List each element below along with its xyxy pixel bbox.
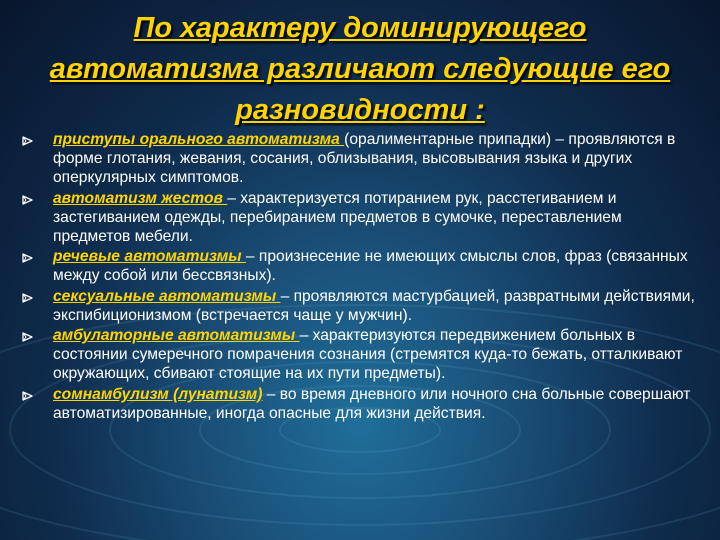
arrow-bullet-icon bbox=[22, 136, 33, 146]
item-term: сомнамбулизм (лунатизм) bbox=[53, 385, 263, 403]
list-item bbox=[22, 247, 702, 285]
list-item bbox=[22, 385, 702, 423]
item-text: – во время дневного или ночного сна больные совершают автоматизированные, иногда опасные для жизни действия. bbox=[53, 385, 691, 422]
item-text: – характеризуются передвижением больных в состоянии сумеречного помрачения сознания (стремятся куда-то бежать, отталкивают окружающих, сбивают стоящие на их пути предметы). bbox=[53, 327, 683, 383]
list-item bbox=[22, 287, 702, 325]
item-term: сексуальные автоматизмы bbox=[53, 287, 281, 305]
list-item bbox=[22, 130, 702, 188]
item-text: – проявляются мастурбацией, развратными действиями, экспибиционизмом (встречается чаще у мужчин). bbox=[53, 287, 695, 324]
item-term: автоматизм жестов bbox=[53, 189, 228, 207]
list-item bbox=[22, 189, 702, 247]
arrow-bullet-icon bbox=[22, 195, 33, 205]
item-text: – характеризуется потиранием рук, расстегиванием и застегиванием одежды, перебиранием предметов в сумочке, переставлением предметов мебели. bbox=[53, 189, 622, 246]
arrow-bullet-icon bbox=[22, 332, 33, 342]
item-term: приступы орального автоматизма bbox=[53, 131, 345, 148]
bullet-list bbox=[22, 130, 702, 423]
arrow-bullet-icon bbox=[22, 391, 33, 401]
item-text: (оралиментарные припадки) – проявляются в форме глотания, жевания, сосания, облизывания, высовывания языка и других оперкулярных симптомов. bbox=[53, 131, 676, 187]
item-text: – произнесение не имеющих смыслы слов, фраз (связанных между собой или бессвязных). bbox=[53, 248, 688, 285]
item-term: речевые автоматизмы bbox=[53, 248, 246, 266]
slide-title: По характеру доминирующего автоматизма различают следующие его разновидности : bbox=[49, 12, 671, 126]
item-term: амбулаторные автоматизмы bbox=[53, 327, 300, 345]
arrow-bullet-icon bbox=[22, 253, 33, 263]
arrow-bullet-icon bbox=[22, 293, 33, 303]
list-item bbox=[22, 326, 702, 384]
